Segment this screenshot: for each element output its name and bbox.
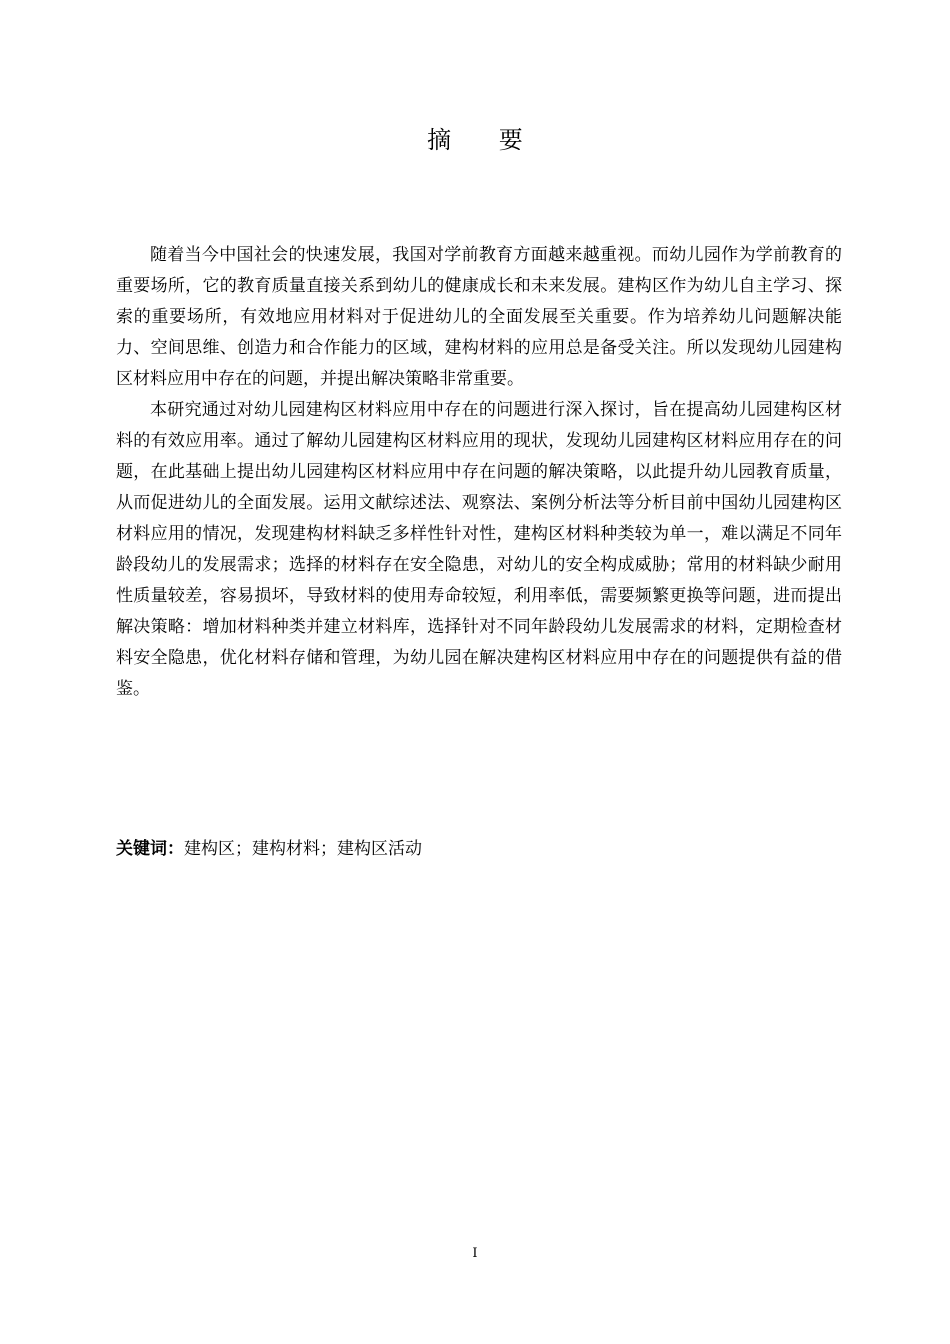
page-title: 摘 要 <box>427 126 543 154</box>
keywords-value: 建构区；建构材料；建构区活动 <box>184 839 422 859</box>
page-number: I <box>472 1246 478 1261</box>
abstract-paragraph-2: 本研究通过对幼儿园建构区材料应用中存在的问题进行深入探讨，旨在提高幼儿园建构区材料的有效应用率。通过了解幼儿园建构区材料应用的现状，发现幼儿园建构区材料应用存在的问题，在此基础上提出幼儿园建构区材料应用中存在问题的解决策略，以此提升幼儿园教育质量，从而促进幼儿的全面发展。运用文献综述法、观察法、案例分析法等分析目前中国幼儿园建构区材料应用的情况，发现建构材料缺乏多样性针对性，建构区材料种类较为单一，难以满足不同年龄段幼儿的发展需求；选择的材料存在安全隐患，对幼儿的安全构成威胁；常用的材料缺少耐用性质量较差，容易损坏，导致材料的使用寿命较短，利用率低，需要频繁更换等问题，进而提出解决策略：增加材料种类并建立材料库，选择针对不同年龄段幼儿发展需求的材料，定期检查材料安全隐患，优化材料存储和管理，为幼儿园在解决建构区材料应用中存在的问题提供有益的借鉴。 <box>116 400 842 699</box>
keywords-label: 关键词： <box>116 839 184 859</box>
abstract-paragraph-1: 随着当今中国社会的快速发展，我国对学前教育方面越来越重视。而幼儿园作为学前教育的重要场所，它的教育质量直接关系到幼儿的健康成长和未来发展。建构区作为幼儿自主学习、探索的重要场所，有效地应用材料对于促进幼儿的全面发展至关重要。作为培养幼儿问题解决能力、空间思维、创造力和合作能力的区域，建构材料的应用总是备受关注。所以发现幼儿园建构区材料应用中存在的问题，并提出解决策略非常重要。 <box>116 245 842 389</box>
abstract-body <box>116 240 842 705</box>
keywords-line <box>116 834 842 865</box>
